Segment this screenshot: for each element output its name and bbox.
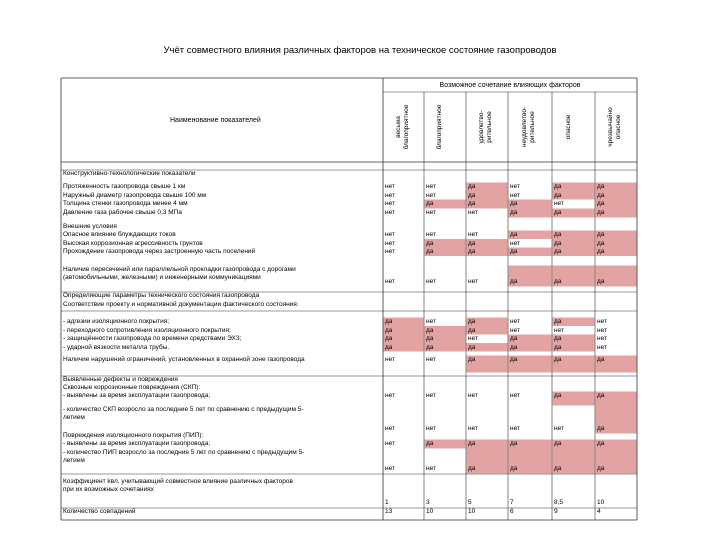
value-cell: нет — [426, 392, 436, 399]
row-label: - количество СКП возросло за последние 5 лет по сравнению с предыдущим 5- — [63, 406, 304, 413]
row-label: - выявлены за время эксплуатации газопровода; — [63, 392, 211, 399]
value-cell: да — [385, 343, 393, 351]
value-cell: нет — [426, 209, 436, 216]
value-cell: да — [597, 239, 605, 247]
value-cell: да — [554, 343, 562, 351]
value-cell: нет — [554, 326, 564, 334]
row-label: Прохождение газопровода через застроенную часть поселений — [63, 248, 256, 255]
header-column-4: неудовлетво-рительное — [521, 106, 536, 148]
row-label-continued: при их возможных сочетаниях — [63, 486, 154, 493]
header-column-6: чрезвычайно опасное — [607, 107, 622, 147]
value-cell: да — [597, 209, 605, 216]
value-cell: да — [597, 356, 605, 363]
value-cell: нет — [468, 335, 478, 342]
value-cell: нет — [510, 326, 520, 334]
value-cell: нет — [597, 326, 607, 334]
value-cell: нет — [510, 318, 520, 325]
value-cell: нет — [385, 183, 395, 190]
row-label: Толщина стенки газопровода менее 4 мм — [63, 200, 188, 207]
value-cell: да — [510, 231, 518, 238]
header-column-2: благоприятное — [436, 104, 443, 150]
value-cell: 3 — [426, 499, 430, 506]
row-label: - защищённости газопровода по времени средствами ЭХЗ; — [63, 335, 242, 342]
value-cell: да — [510, 356, 518, 363]
value-cell: нет — [468, 425, 478, 432]
value-cell: нет — [510, 191, 520, 199]
value-cell: нет — [468, 209, 478, 216]
row-label: - адгезии изоляционного покрытия; — [63, 318, 170, 325]
value-cell: да — [468, 318, 476, 325]
row-label: Количество совпадений — [63, 508, 136, 515]
value-cell: да — [468, 200, 476, 207]
value-cell: нет — [426, 425, 436, 432]
value-cell: да — [554, 440, 562, 447]
value-cell: да — [597, 278, 605, 285]
row-label: Давление газа рабочее свыше 0,3 МПа — [63, 209, 182, 216]
value-cell: да — [426, 200, 434, 207]
row-label-continued: летием — [63, 457, 85, 464]
value-cell: 10 — [468, 508, 476, 515]
row-label: - ударной вязкости металла трубы. — [63, 343, 170, 351]
value-cell: да — [510, 248, 518, 255]
value-cell: да — [510, 335, 518, 342]
value-cell: да — [468, 239, 476, 247]
value-cell: да — [554, 239, 562, 247]
value-cell: нет — [385, 356, 395, 363]
section-header: Внешние условия — [63, 223, 117, 230]
value-cell: да — [554, 209, 562, 216]
section-header: Сквозные коррозионные повреждения (СКП): — [63, 384, 201, 391]
value-cell: нет — [385, 465, 395, 472]
value-cell: нет — [510, 425, 520, 432]
value-cell: нет — [426, 356, 436, 363]
row-label: Коэффициент kвл, учитывающий совместное влияние различных факторов — [63, 478, 293, 485]
section-header: Повреждения изоляционного покрытия (ПИП): — [63, 432, 204, 439]
value-cell: да — [468, 440, 476, 447]
value-cell: да — [385, 318, 393, 325]
value-cell: да — [597, 440, 605, 447]
value-cell: да — [468, 356, 476, 363]
row-label: Наличие нарушений ограничений, установленных в охранной зоне газопровода — [63, 356, 305, 363]
value-cell: да — [426, 326, 434, 334]
value-cell: нет — [426, 278, 436, 285]
value-cell: да — [426, 239, 434, 247]
header-combination: Возможное сочетание влияющих факторов — [439, 82, 581, 89]
value-cell: да — [597, 248, 605, 255]
row-label-continued: (автомобильными, железными) и инженерными коммуникациями — [63, 274, 261, 281]
value-cell: да — [468, 343, 476, 351]
page-title: Учёт совместного влияния различных факторов на техническое состояние газопроводов — [163, 45, 557, 56]
value-cell: нет — [510, 239, 520, 247]
value-cell: 5 — [468, 499, 472, 506]
value-cell: да — [510, 440, 518, 447]
value-cell: нет — [385, 231, 395, 238]
value-cell: да — [426, 335, 434, 342]
value-cell: 1 — [385, 499, 389, 506]
value-cell: нет — [597, 343, 607, 351]
value-cell: да — [597, 191, 605, 199]
row-label: - выявлены за время эксплуатации газопровода; — [63, 440, 211, 447]
value-cell: нет — [426, 465, 436, 472]
row-label: Наружный диаметр газопровода свыше 100 мм — [63, 191, 207, 199]
value-cell: нет — [510, 183, 520, 190]
value-cell: 10 — [597, 499, 605, 506]
row-label: Наличие пересечений или параллельной прокладки газопровода с дорогами — [63, 266, 296, 273]
section-header: Определяющие параметры технического состояния газопровода — [63, 292, 260, 299]
value-cell: да — [597, 231, 605, 238]
value-cell: да — [426, 440, 434, 447]
value-cell: да — [554, 335, 562, 342]
value-cell: да — [510, 278, 518, 285]
value-cell: нет — [385, 239, 395, 247]
row-label: - переходного сопротивления изоляционного покрытия; — [63, 326, 231, 334]
header-column-1: весьма благоприятное — [394, 104, 409, 150]
value-cell: нет — [385, 440, 395, 447]
value-cell: нет — [426, 191, 436, 199]
value-cell: нет — [385, 392, 395, 399]
value-cell: да — [597, 183, 605, 190]
header-name-column: Наименование показателей — [170, 117, 261, 124]
value-cell: да — [510, 200, 518, 207]
value-cell: нет — [468, 392, 478, 399]
value-cell: нет — [468, 278, 478, 285]
value-cell: 10 — [426, 508, 434, 515]
section-header: Выявленные дефекты и повреждения — [63, 376, 178, 383]
value-cell: нет — [385, 425, 395, 432]
value-cell: нет — [385, 191, 395, 199]
value-cell: 4 — [597, 508, 601, 515]
header-column-5: опасное — [564, 114, 572, 140]
value-cell: нет — [385, 248, 395, 255]
value-cell: да — [468, 191, 476, 199]
value-cell: да — [510, 343, 518, 351]
value-cell: 8,5 — [554, 499, 564, 506]
value-cell: да — [554, 248, 562, 255]
value-cell: нет — [385, 209, 395, 216]
value-cell: 6 — [510, 508, 514, 515]
row-label: Протяженность газопровода свыше 1 км — [63, 183, 186, 190]
value-cell: да — [597, 425, 605, 432]
value-cell: да — [554, 278, 562, 285]
value-cell: нет — [554, 200, 564, 207]
row-label-continued: летием — [63, 414, 85, 421]
value-cell: да — [468, 465, 476, 472]
value-cell: нет — [597, 318, 607, 325]
value-cell: да — [554, 392, 562, 399]
value-cell: да — [554, 465, 562, 472]
row-label: Опасное влияние блуждающих токов — [63, 231, 176, 238]
value-cell: да — [554, 191, 562, 199]
value-cell: да — [597, 465, 605, 472]
value-cell: нет — [426, 231, 436, 238]
value-cell: да — [554, 356, 562, 363]
value-cell: да — [468, 326, 476, 334]
value-cell: да — [510, 209, 518, 216]
value-cell: да — [510, 465, 518, 472]
value-cell: да — [426, 248, 434, 255]
value-cell: да — [554, 231, 562, 238]
value-cell: 9 — [554, 508, 558, 515]
value-cell: да — [597, 200, 605, 207]
value-cell: нет — [385, 278, 395, 285]
value-cell: да — [554, 183, 562, 190]
value-cell: да — [468, 183, 476, 190]
value-cell: да — [554, 318, 562, 325]
value-cell: да — [426, 343, 434, 351]
value-cell: нет — [468, 231, 478, 238]
value-cell: да — [385, 326, 393, 334]
value-cell: 7 — [510, 499, 514, 506]
value-cell: нет — [385, 200, 395, 207]
value-cell: да — [597, 392, 605, 399]
value-cell: нет — [426, 318, 436, 325]
section-header: Соответствие проекту и нормативной документации фактического состояния: — [63, 301, 299, 308]
value-cell: нет — [597, 335, 607, 342]
value-cell: да — [468, 248, 476, 255]
value-cell: нет — [554, 425, 564, 432]
row-label: Высокая коррозионная агрессивность грунтов — [63, 239, 203, 247]
value-cell: нет — [510, 392, 520, 399]
row-label: - количество ПИП возросло за последние 5 лет по сравнению с предыдущим 5- — [63, 449, 305, 456]
section-header: Конструктивно-технологические показатели — [63, 170, 196, 177]
value-cell: 13 — [385, 508, 393, 515]
header-column-3: удовлетво-рительное — [478, 110, 493, 144]
value-cell: да — [385, 335, 393, 342]
value-cell: нет — [426, 183, 436, 190]
